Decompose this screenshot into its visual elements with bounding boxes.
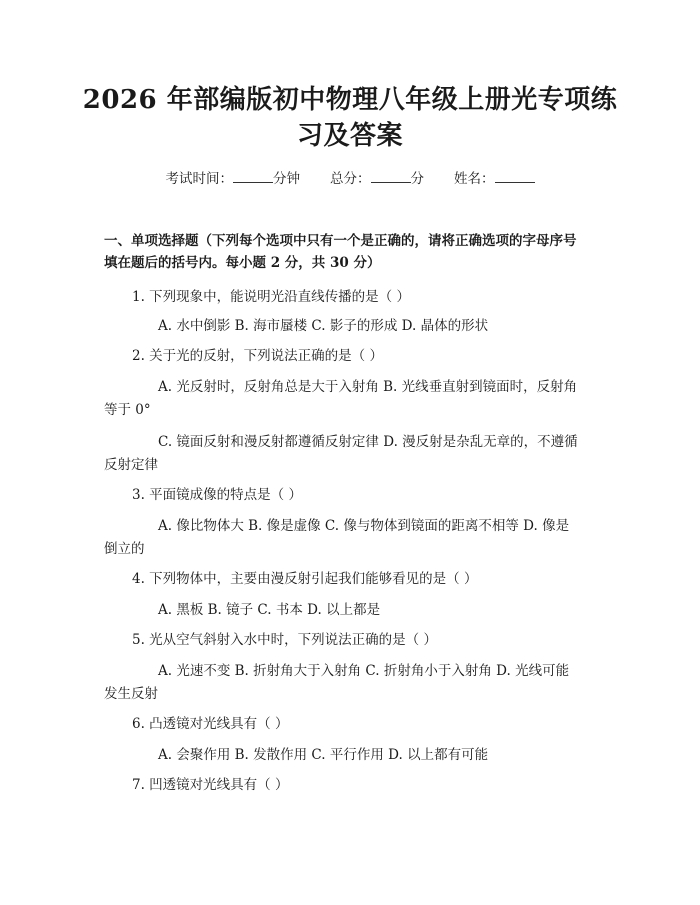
exam-score-label: 总分： — [330, 171, 371, 187]
question-3-options-line-1: A. 像比物体大 B. 像是虚像 C. 像与物体到镜面的距离不相等 D. 像是 — [158, 518, 570, 534]
exam-score-blank — [371, 170, 411, 183]
exam-time-label: 考试时间： — [165, 171, 233, 187]
question-1-options: A. 水中倒影 B. 海市蜃楼 C. 影子的形成 D. 晶体的形状 — [158, 318, 489, 334]
question-2-stem: 2. 关于光的反射，下列说法正确的是（ ） — [132, 348, 383, 364]
document-title-line-2: 习及答案 — [296, 121, 403, 151]
exam-score — [330, 167, 424, 187]
exam-meta — [0, 167, 700, 187]
question-4-stem: 4. 下列物体中，主要由漫反射引起我们能够看见的是（ ） — [132, 571, 478, 587]
exam-name-label: 姓名： — [454, 171, 495, 187]
exam-name-blank — [495, 170, 535, 183]
section-heading-line-1: 一、单项选择题（下列每个选项中只有一个是正确的，请将正确选项的字母序号 — [104, 233, 577, 249]
question-5-options-line-1: A. 光速不变 B. 折射角大于入射角 C. 折射角小于入射角 D. 光线可能 — [158, 663, 570, 679]
section-heading-line-2: 填在题后的括号内。每小题 2 分，共 30 分） — [104, 255, 381, 271]
question-6-options: A. 会聚作用 B. 发散作用 C. 平行作用 D. 以上都有可能 — [158, 747, 489, 763]
question-2-options-line-4: 反射定律 — [104, 457, 158, 473]
question-5-options-line-2: 发生反射 — [104, 686, 158, 702]
document-title-line-1: 2026 年部编版初中物理八年级上册光专项练 — [82, 85, 618, 115]
exam-time — [166, 167, 301, 187]
exam-name — [454, 167, 535, 187]
exam-score-unit: 分 — [410, 171, 424, 187]
question-6-stem: 6. 凸透镜对光线具有（ ） — [132, 716, 289, 732]
question-7-stem: 7. 凹透镜对光线具有（ ） — [132, 777, 289, 793]
question-2-options-line-3: C. 镜面反射和漫反射都遵循反射定律 D. 漫反射是杂乱无章的，不遵循 — [158, 434, 578, 450]
exam-time-blank — [233, 170, 273, 183]
question-4-options: A. 黑板 B. 镜子 C. 书本 D. 以上都是 — [158, 602, 381, 618]
question-3-options-line-2: 倒立的 — [104, 541, 145, 557]
question-2-options-line-2: 等于 0° — [104, 402, 151, 418]
question-3-stem: 3. 平面镜成像的特点是（ ） — [132, 487, 302, 503]
question-5-stem: 5. 光从空气斜射入水中时，下列说法正确的是（ ） — [132, 632, 437, 648]
question-1-stem: 1. 下列现象中，能说明光沿直线传播的是（ ） — [132, 289, 410, 305]
question-2-options-line-1: A. 光反射时，反射角总是大于入射角 B. 光线垂直射到镜面时，反射角 — [158, 379, 578, 395]
exam-time-unit: 分钟 — [273, 171, 300, 187]
